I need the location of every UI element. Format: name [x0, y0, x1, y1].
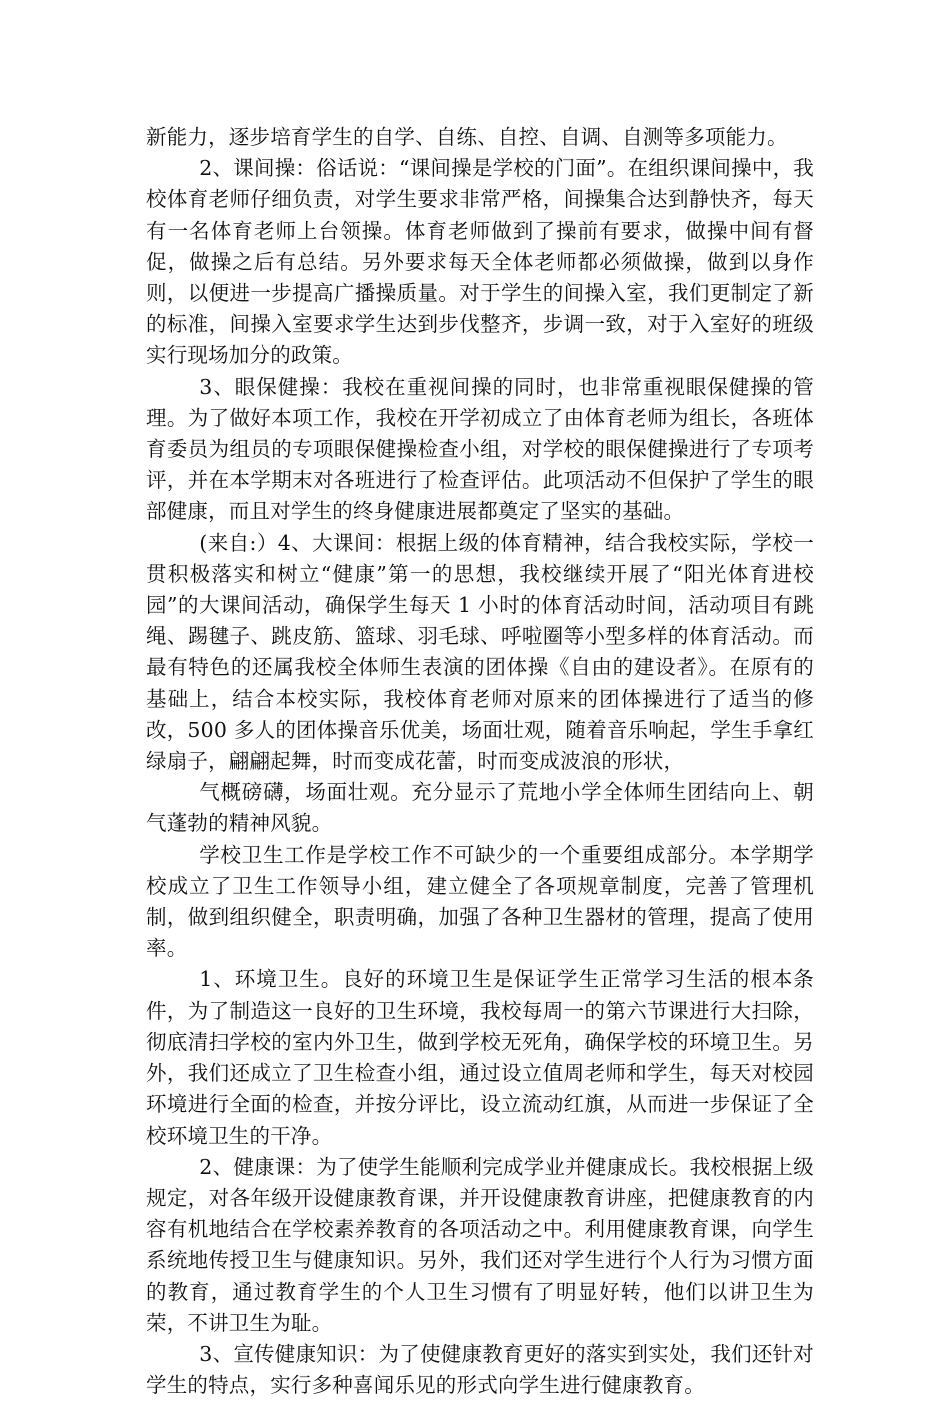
document-body	[146, 122, 814, 1401]
paragraph-health-class: 2、健康课：为了使学生能顺利完成学业并健康成长。我校根据上级规定，对各年级开设健康教育课，并开设健康教育讲座，把健康教育的内容有机地结合在学校素养教育的各项活动之中。利用健康教育课，向学生系统地传授卫生与健康知识。另外，我们还对学生进行个人行为习惯方面的教育，通过教育学生的个人卫生习惯有了明显好转，他们以讲卫生为荣，不讲卫生为耻。	[146, 1154, 814, 1335]
paragraph-continuation: 新能力，逐步培育学生的自学、自练、自控、自调、自测等多项能力。	[146, 125, 788, 149]
paragraph-break-exercise: 2、课间操：俗话说：“课间操是学校的门面”。在组织课间操中，我校体育老师仔细负责，对学生要求非常严格，间操集合达到静快齐，每天有一名体育老师上台领操。体育老师做到了操前有要求，做操中间有督促，做操之后有总结。另外要求每天全体老师都必须做操，做到以身作则，以便进一步提高广播操质量。对于学生的间操入室，我们更制定了新的标准，间操入室要求学生达到步伐整齐，步调一致，对于入室好的班级实行现场加分的政策。	[146, 156, 814, 368]
paragraph-hygiene-intro: 学校卫生工作是学校工作不可缺少的一个重要组成部分。本学期学校成立了卫生工作领导小组，建立健全了各项规章制度，完善了管理机制，做到组织健全，职责明确，加强了各种卫生器材的管理，提高了使用率。	[146, 842, 814, 961]
paragraph-big-break: (来自:）4、大课间：根据上级的体育精神，结合我校实际，学校一贯积极落实和树立“健康”第一的思想，我校继续开展了“阳光体育进校园”的大课间活动，确保学生每天 1 小时的体育活动时间，活动项目有跳绳、踢毽子、跳皮筋、篮球、羽毛球、呼啦圈等小型多样的体育活动。而最有特色的还属我校全体师生表演的团体操《自由的建设者》。在原有的基础上，结合本校实际，我校体育老师对原来的团体操进行了适当的修改，500 多人的团体操音乐优美，场面壮观，随着音乐响起，学生手拿红绿扇子，翩翩起舞，时而变成花蕾，时而变成波浪的形状，	[146, 530, 814, 774]
paragraph-eye-exercise: 3、眼保健操：我校在重视间操的同时，也非常重视眼保健操的管理。为了做好本项工作，我校在开学初成立了由体育老师为组长，各班体育委员为组员的专项眼保健操检查小组，对学校的眼保健操进行了专项考评，并在本学期末对各班进行了检查评估。此项活动不但保护了学生的眼部健康，而且对学生的终身健康进展都奠定了坚实的基础。	[146, 374, 814, 524]
paragraph-environment: 1、环境卫生。良好的环境卫生是保证学生正常学习生活的根本条件，为了制造这一良好的卫生环境，我校每周一的第六节课进行大扫除，彻底清扫学校的室内外卫生，做到学校无死角，确保学校的环境卫生。另外，我们还成立了卫生检查小组，通过设立值周老师和学生，每天对校园环境进行全面的检查，并按分评比，设立流动红旗，从而进一步保证了全校环境卫生的干净。	[146, 967, 814, 1148]
paragraph-health-knowledge: 3、宣传健康知识：为了使健康教育更好的落实到实处，我们还针对学生的特点，实行多种喜闻乐见的形式向学生进行健康教育。	[146, 1341, 814, 1398]
paragraph-spirit: 气概磅礴，场面壮观。充分显示了荒地小学全体师生团结向上、朝气蓬勃的精神风貌。	[146, 780, 814, 836]
